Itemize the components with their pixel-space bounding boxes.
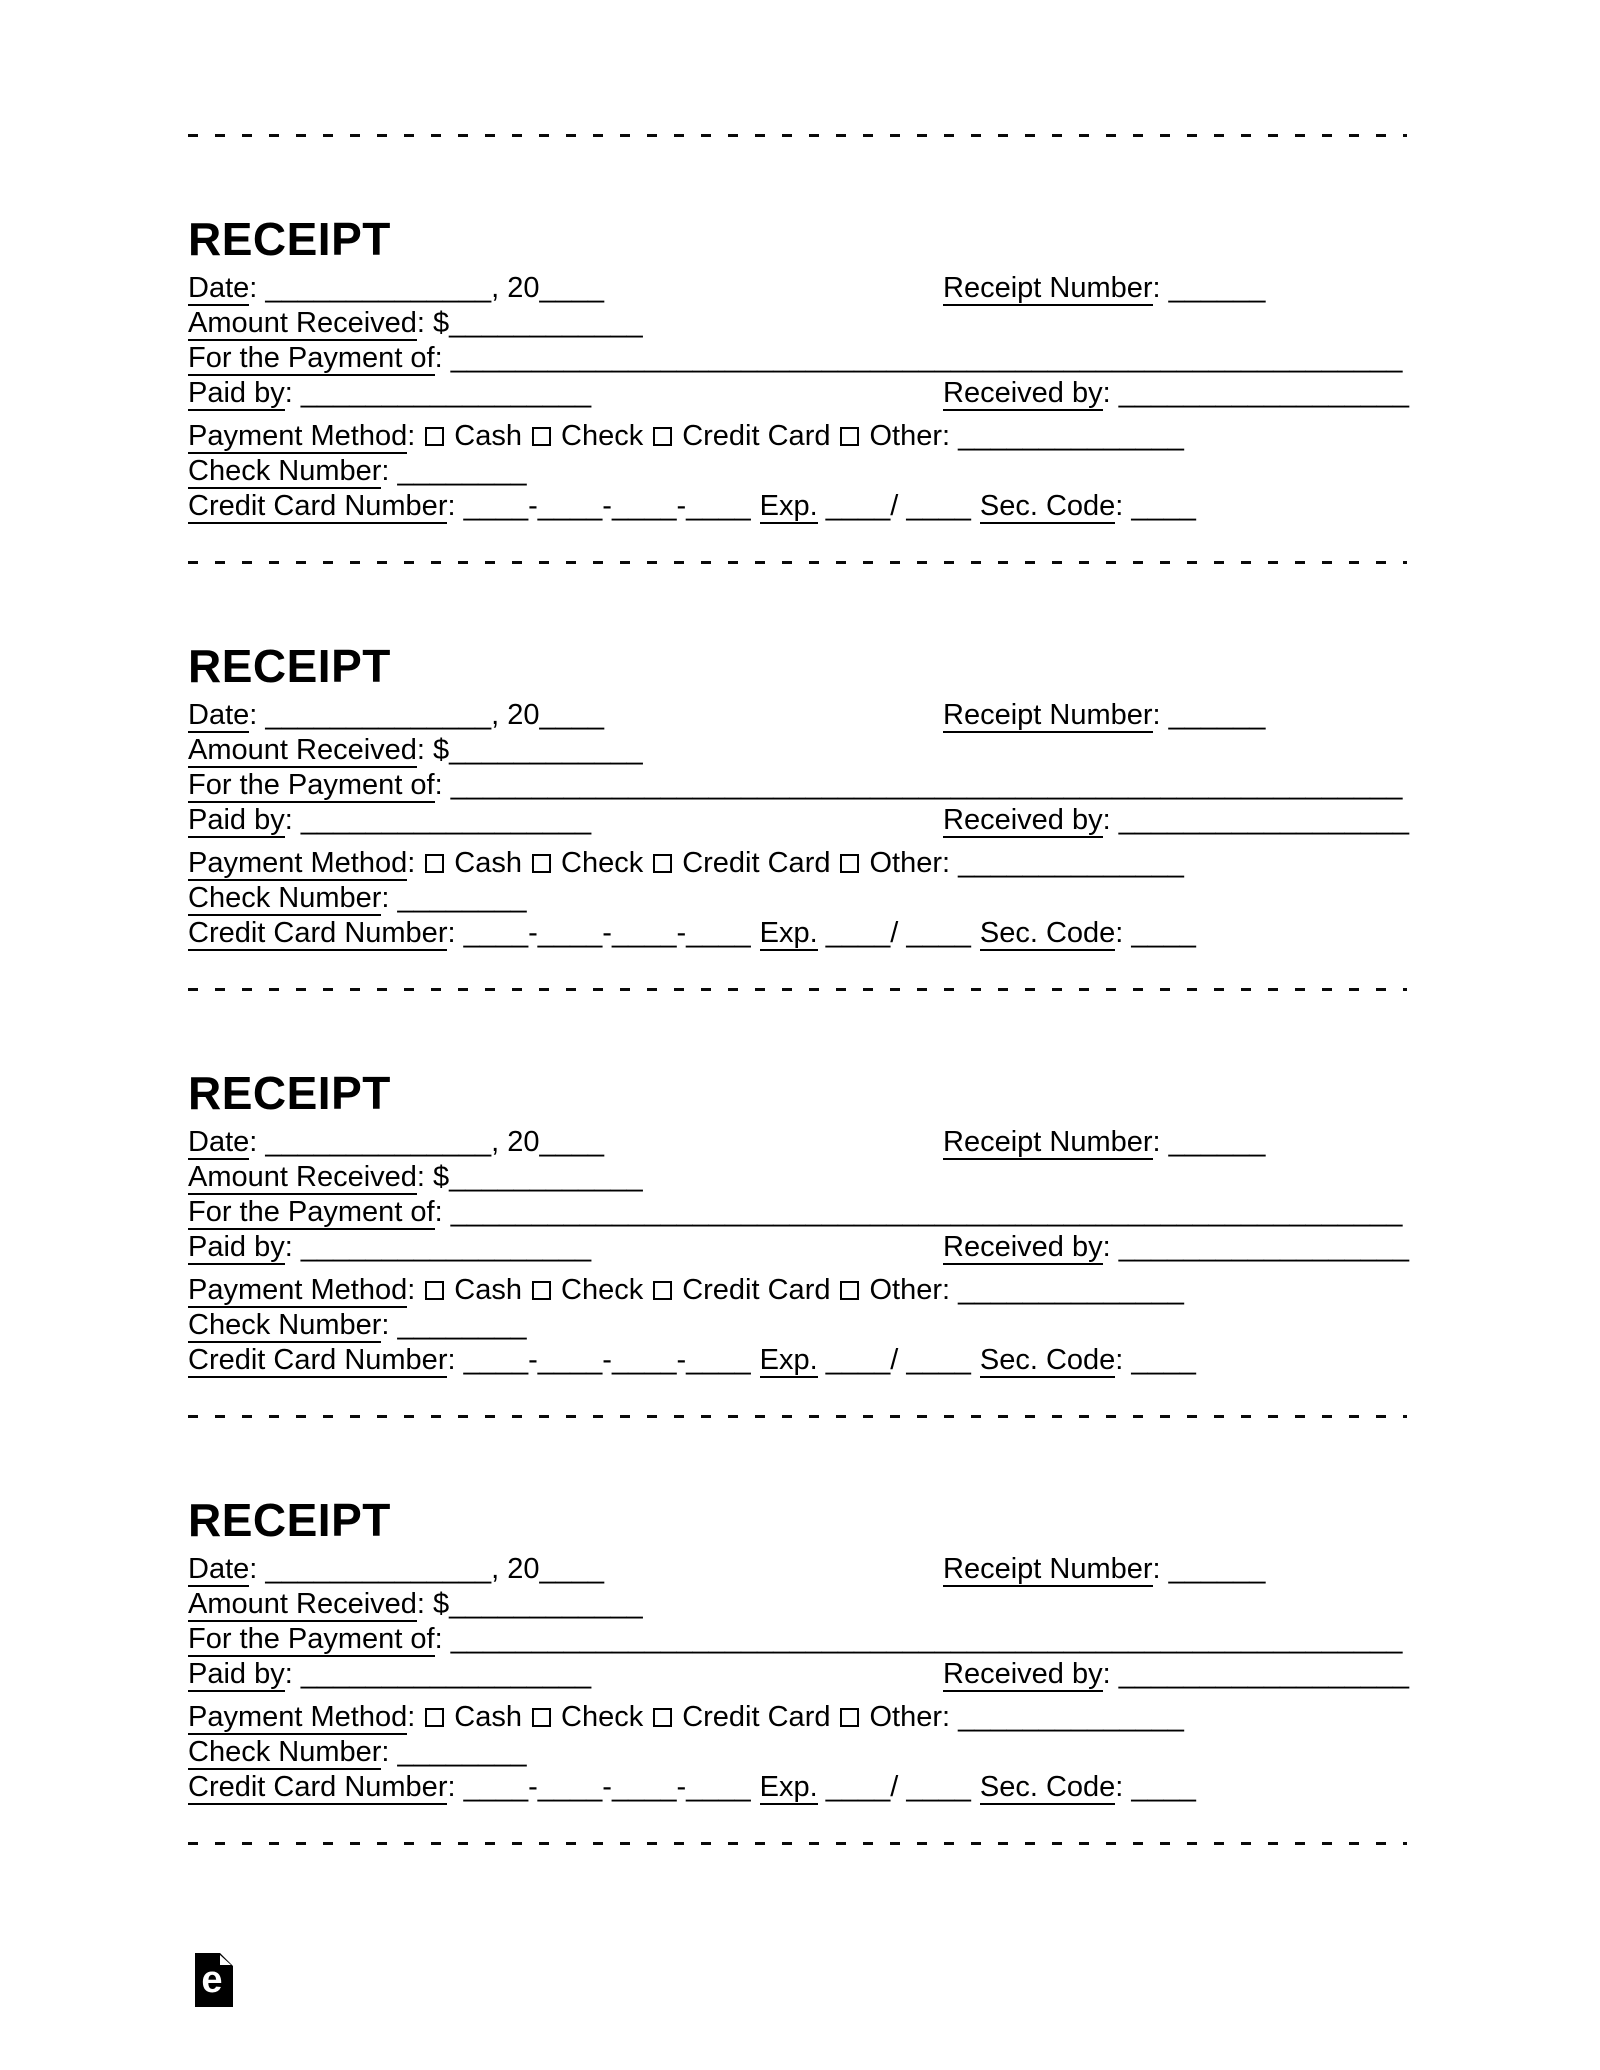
paid-by-line <box>188 1230 1409 1265</box>
credit-card-number-blank: : ____-____-____-____ <box>447 1771 751 1803</box>
other-checkbox <box>840 1708 859 1727</box>
credit-card-checkbox <box>653 427 672 446</box>
sec-code-label: Sec. Code <box>979 1344 1116 1376</box>
credit-card-checkbox <box>653 854 672 873</box>
paid-by-label: Paid by <box>188 1658 285 1690</box>
credit-card-number-blank: : ____-____-____-____ <box>447 1344 751 1376</box>
amount-received-label: Amount Received <box>188 734 417 766</box>
amount-received-blank: : $____________ <box>416 307 643 339</box>
amount-received-line <box>188 1160 1409 1195</box>
check-number-label: Check Number <box>188 455 382 487</box>
check-number-line <box>188 881 1409 916</box>
date-blank: : ______________, 20____ <box>249 699 605 731</box>
other-option-label: Other: ______________ <box>869 1701 1184 1733</box>
payment-method-label: Payment Method <box>188 1274 408 1306</box>
check-number-line <box>188 454 1409 489</box>
paid-by-label: Paid by <box>188 1231 285 1263</box>
amount-received-line <box>188 1587 1409 1622</box>
credit-card-number-blank: : ____-____-____-____ <box>447 917 751 949</box>
check-checkbox <box>532 427 551 446</box>
receipt-number-label: Receipt Number <box>943 1126 1153 1158</box>
paid-by-label: Paid by <box>188 804 285 836</box>
cash-checkbox <box>425 427 444 446</box>
sec-code-blank: : ____ <box>1115 1344 1196 1376</box>
credit-card-number-blank: : ____-____-____-____ <box>447 490 751 522</box>
received-by-field <box>943 376 1409 411</box>
receipt-number-blank: : ______ <box>1152 272 1266 304</box>
amount-received-line <box>188 733 1409 768</box>
sec-code-blank: : ____ <box>1115 917 1196 949</box>
check-option-label: Check <box>561 847 644 879</box>
receipt-number-field <box>943 698 1265 733</box>
logo-letter: e <box>201 1959 223 2001</box>
receipt-number-blank: : ______ <box>1152 699 1266 731</box>
credit-card-number-line <box>188 1343 1409 1378</box>
receipt-number-field <box>943 271 1265 306</box>
credit-card-option-label: Credit Card <box>682 1701 831 1733</box>
eforms-logo <box>195 1953 233 2007</box>
receipt-block <box>188 1415 1409 1835</box>
exp-blank: ____/ ____ <box>817 1771 971 1803</box>
check-number-blank: : ________ <box>381 1309 527 1341</box>
paid-by-blank: : __________________ <box>284 1658 592 1690</box>
amount-received-blank: : $____________ <box>416 734 643 766</box>
receipt-title: RECEIPT <box>188 1066 391 1119</box>
check-number-blank: : ________ <box>381 455 527 487</box>
date-label: Date <box>188 272 250 304</box>
payment-of-line <box>188 1195 1409 1230</box>
other-checkbox <box>840 854 859 873</box>
payment-method-line <box>188 419 1409 454</box>
exp-label: Exp. <box>759 1344 818 1376</box>
other-option-label: Other: ______________ <box>869 420 1184 452</box>
receipt-block <box>188 988 1409 1408</box>
received-by-blank: : __________________ <box>1102 1658 1410 1690</box>
payment-method-colon: : <box>407 847 416 879</box>
sec-code-label: Sec. Code <box>979 1771 1116 1803</box>
credit-card-checkbox <box>653 1708 672 1727</box>
check-number-line <box>188 1308 1409 1343</box>
receipt-title: RECEIPT <box>188 1493 391 1546</box>
credit-card-number-label: Credit Card Number <box>188 490 448 522</box>
exp-label: Exp. <box>759 490 818 522</box>
payment-of-blank: : ___________________________________________________________ <box>434 342 1403 374</box>
receipt-title: RECEIPT <box>188 212 391 265</box>
receipt-number-label: Receipt Number <box>943 272 1153 304</box>
received-by-label: Received by <box>943 1231 1103 1263</box>
received-by-field <box>943 1230 1409 1265</box>
sec-code-blank: : ____ <box>1115 1771 1196 1803</box>
amount-received-label: Amount Received <box>188 1588 417 1620</box>
cash-option-label: Cash <box>454 1701 522 1733</box>
paid-by-blank: : __________________ <box>284 377 592 409</box>
credit-card-option-label: Credit Card <box>682 847 831 879</box>
payment-method-label: Payment Method <box>188 1701 408 1733</box>
payment-method-line <box>188 1700 1409 1735</box>
received-by-blank: : __________________ <box>1102 1231 1410 1263</box>
check-number-blank: : ________ <box>381 882 527 914</box>
check-option-label: Check <box>561 420 644 452</box>
payment-of-line <box>188 1622 1409 1657</box>
amount-received-label: Amount Received <box>188 307 417 339</box>
dashed-separator <box>188 1842 1407 1845</box>
credit-card-option-label: Credit Card <box>682 1274 831 1306</box>
sec-code-blank: : ____ <box>1115 490 1196 522</box>
received-by-field <box>943 803 1409 838</box>
date-label: Date <box>188 699 250 731</box>
date-line <box>188 271 1409 306</box>
receipt-number-blank: : ______ <box>1152 1126 1266 1158</box>
payment-of-label: For the Payment of <box>188 342 435 374</box>
received-by-blank: : __________________ <box>1102 804 1410 836</box>
payment-method-colon: : <box>407 420 416 452</box>
payment-of-line <box>188 341 1409 376</box>
paid-by-line <box>188 1657 1409 1692</box>
date-blank: : ______________, 20____ <box>249 1553 605 1585</box>
credit-card-number-label: Credit Card Number <box>188 917 448 949</box>
cash-checkbox <box>425 854 444 873</box>
cash-checkbox <box>425 1281 444 1300</box>
payment-method-label: Payment Method <box>188 847 408 879</box>
date-line <box>188 1125 1409 1160</box>
received-by-blank: : __________________ <box>1102 377 1410 409</box>
amount-received-label: Amount Received <box>188 1161 417 1193</box>
other-checkbox <box>840 427 859 446</box>
other-option-label: Other: ______________ <box>869 1274 1184 1306</box>
payment-method-line <box>188 1273 1409 1308</box>
credit-card-number-line <box>188 1770 1409 1805</box>
credit-card-option-label: Credit Card <box>682 420 831 452</box>
date-line <box>188 1552 1409 1587</box>
credit-card-checkbox <box>653 1281 672 1300</box>
payment-method-label: Payment Method <box>188 420 408 452</box>
received-by-field <box>943 1657 1409 1692</box>
other-checkbox <box>840 1281 859 1300</box>
exp-blank: ____/ ____ <box>817 917 971 949</box>
payment-of-blank: : ___________________________________________________________ <box>434 1623 1403 1655</box>
payment-of-line <box>188 768 1409 803</box>
check-option-label: Check <box>561 1274 644 1306</box>
date-blank: : ______________, 20____ <box>249 1126 605 1158</box>
date-label: Date <box>188 1553 250 1585</box>
receipt-number-blank: : ______ <box>1152 1553 1266 1585</box>
paid-by-blank: : __________________ <box>284 1231 592 1263</box>
date-label: Date <box>188 1126 250 1158</box>
receipt-number-field <box>943 1125 1265 1160</box>
receipt-block <box>188 134 1409 554</box>
check-checkbox <box>532 854 551 873</box>
payment-method-colon: : <box>407 1701 416 1733</box>
paid-by-line <box>188 803 1409 838</box>
check-number-line <box>188 1735 1409 1770</box>
other-option-label: Other: ______________ <box>869 847 1184 879</box>
credit-card-number-line <box>188 916 1409 951</box>
payment-method-line <box>188 846 1409 881</box>
check-number-blank: : ________ <box>381 1736 527 1768</box>
payment-method-colon: : <box>407 1274 416 1306</box>
paid-by-blank: : __________________ <box>284 804 592 836</box>
exp-label: Exp. <box>759 1771 818 1803</box>
cash-checkbox <box>425 1708 444 1727</box>
credit-card-number-label: Credit Card Number <box>188 1344 448 1376</box>
receipt-number-label: Receipt Number <box>943 1553 1153 1585</box>
date-blank: : ______________, 20____ <box>249 272 605 304</box>
receipt-number-label: Receipt Number <box>943 699 1153 731</box>
credit-card-number-line <box>188 489 1409 524</box>
check-checkbox <box>532 1708 551 1727</box>
check-number-label: Check Number <box>188 1309 382 1341</box>
check-checkbox <box>532 1281 551 1300</box>
received-by-label: Received by <box>943 1658 1103 1690</box>
check-option-label: Check <box>561 1701 644 1733</box>
receipt-block <box>188 561 1409 981</box>
paid-by-label: Paid by <box>188 377 285 409</box>
payment-of-label: For the Payment of <box>188 769 435 801</box>
payment-of-label: For the Payment of <box>188 1196 435 1228</box>
payment-of-blank: : ___________________________________________________________ <box>434 1196 1403 1228</box>
exp-label: Exp. <box>759 917 818 949</box>
cash-option-label: Cash <box>454 1274 522 1306</box>
received-by-label: Received by <box>943 377 1103 409</box>
exp-blank: ____/ ____ <box>817 1344 971 1376</box>
amount-received-blank: : $____________ <box>416 1588 643 1620</box>
paid-by-line <box>188 376 1409 411</box>
date-line <box>188 698 1409 733</box>
sec-code-label: Sec. Code <box>979 490 1116 522</box>
received-by-label: Received by <box>943 804 1103 836</box>
cash-option-label: Cash <box>454 847 522 879</box>
receipt-number-field <box>943 1552 1265 1587</box>
check-number-label: Check Number <box>188 882 382 914</box>
amount-received-line <box>188 306 1409 341</box>
receipt-title: RECEIPT <box>188 639 391 692</box>
check-number-label: Check Number <box>188 1736 382 1768</box>
sec-code-label: Sec. Code <box>979 917 1116 949</box>
credit-card-number-label: Credit Card Number <box>188 1771 448 1803</box>
payment-of-label: For the Payment of <box>188 1623 435 1655</box>
exp-blank: ____/ ____ <box>817 490 971 522</box>
cash-option-label: Cash <box>454 420 522 452</box>
payment-of-blank: : ___________________________________________________________ <box>434 769 1403 801</box>
amount-received-blank: : $____________ <box>416 1161 643 1193</box>
